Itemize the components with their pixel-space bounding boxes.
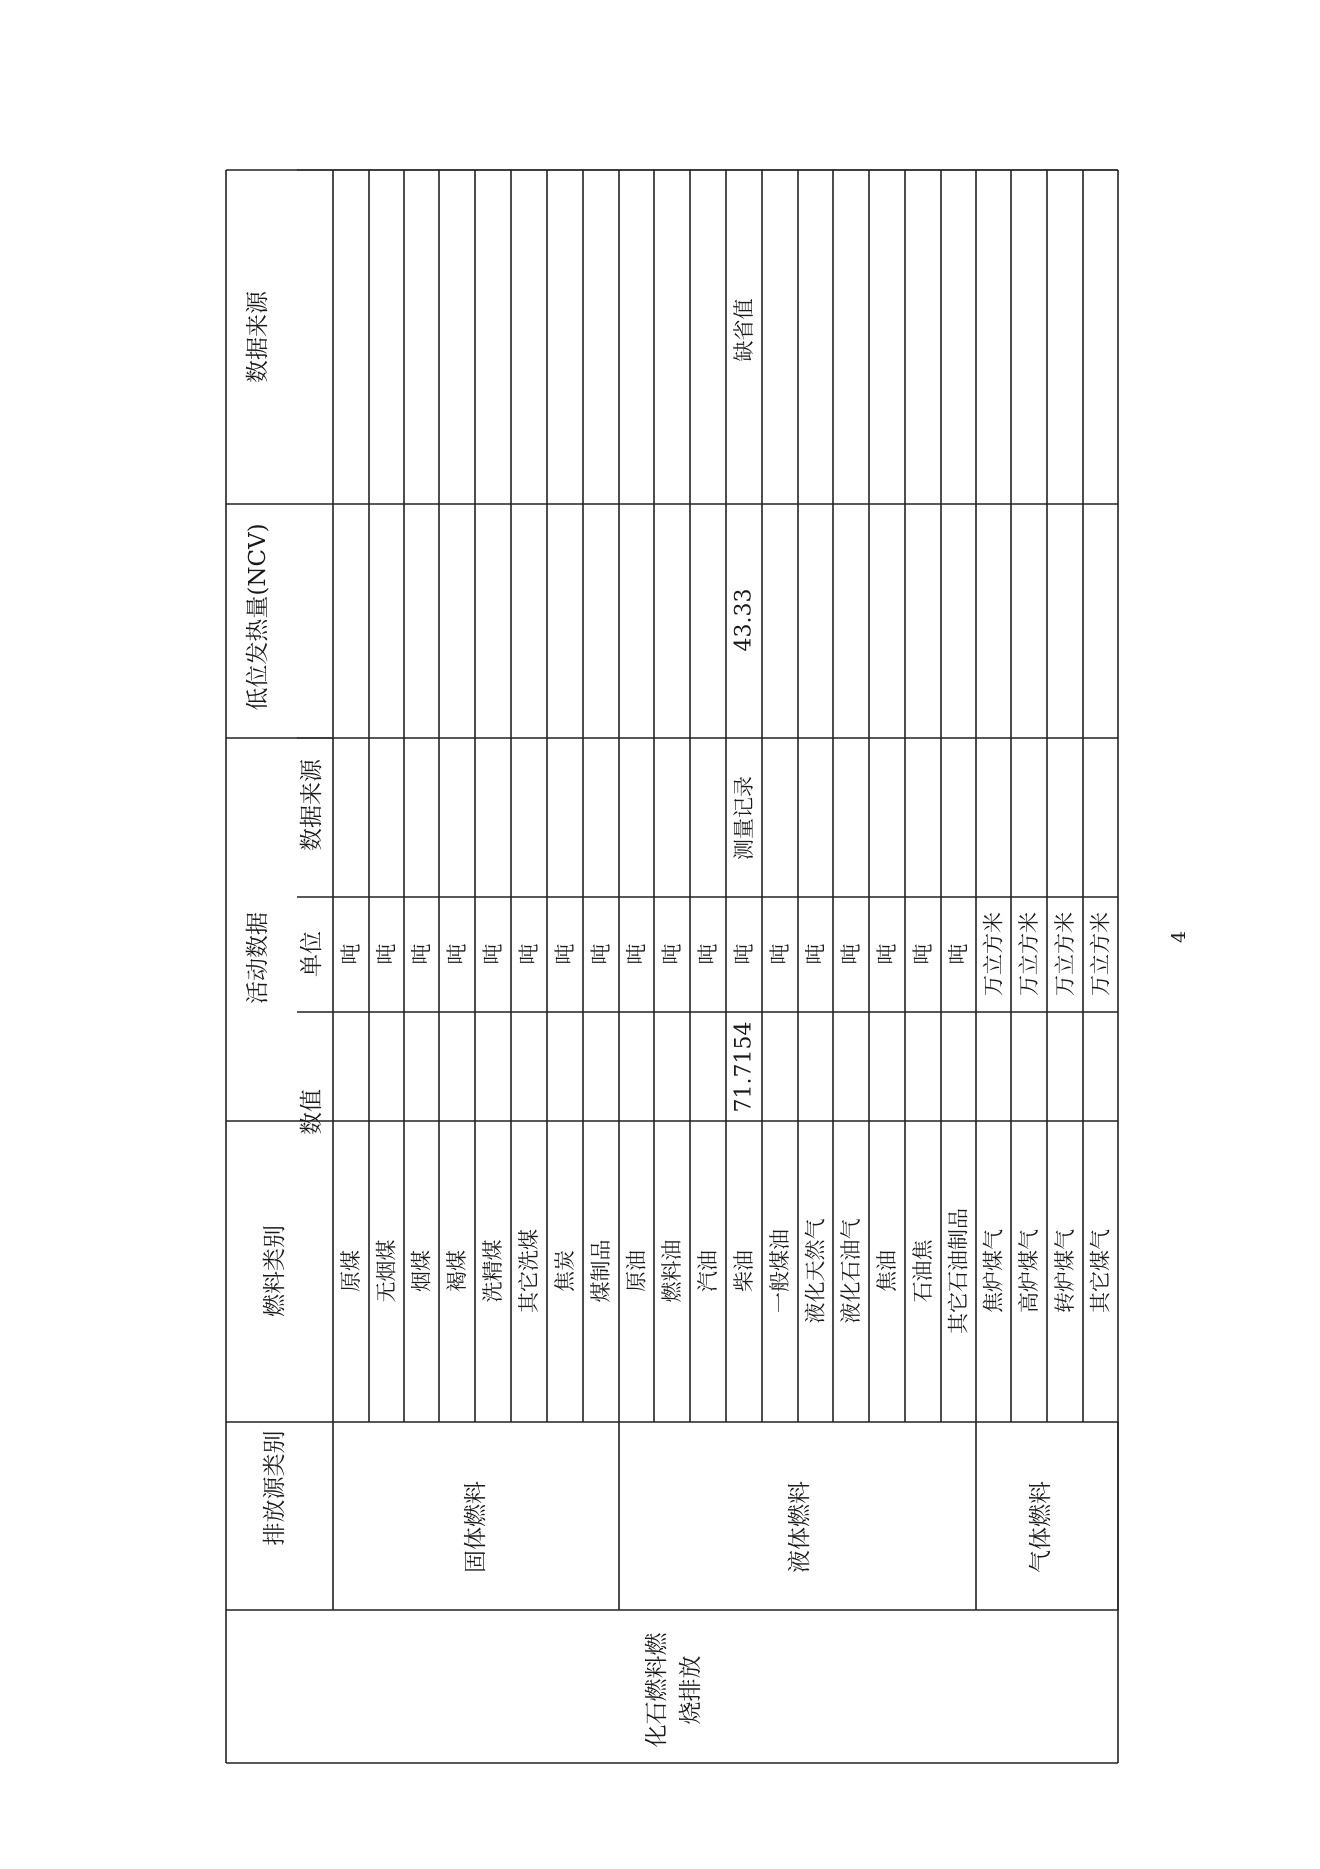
fuel-name-cell: 其它煤气: [1088, 1229, 1113, 1313]
fuel-name-cell: 汽油: [696, 1250, 720, 1292]
unit-cell: 吨: [839, 943, 863, 965]
unit-cell: 吨: [946, 943, 971, 965]
unit-cell: 吨: [911, 943, 935, 965]
main-category-line-1: 化石燃料燃: [644, 1632, 670, 1748]
fuel-name-cell: 转炉煤气: [1053, 1229, 1077, 1313]
page-number: 4: [1168, 930, 1190, 944]
fuel-name-cell: 煤制品: [589, 1239, 613, 1303]
unit-cell: 吨: [660, 943, 684, 965]
ncv-cell: 43.33: [731, 588, 757, 652]
unit-cell: 吨: [732, 943, 756, 965]
unit-cell: 吨: [875, 943, 899, 965]
header-unit: 单位: [299, 931, 325, 977]
unit-cell: 吨: [445, 943, 469, 965]
fuel-name-cell: 无烟煤: [374, 1239, 399, 1303]
unit-cell: 吨: [409, 943, 434, 965]
fuel-name-cell: 烟煤: [409, 1250, 434, 1292]
unit-cell: 万立方米: [1053, 912, 1077, 996]
group-liquid-fuel: 液体燃料: [787, 1481, 813, 1573]
header-ncv: 低位发热量(NCV): [245, 523, 271, 711]
header-value: 数值: [299, 1089, 325, 1135]
unit-cell: 万立方米: [1017, 912, 1041, 996]
fuel-name-cell: 原油: [624, 1250, 649, 1292]
unit-cell: 吨: [517, 943, 541, 965]
fuel-name-cell: 褐煤: [445, 1250, 469, 1292]
data-source-cell: 测量记录: [732, 776, 756, 860]
fuel-name-cell: 焦炭: [553, 1250, 577, 1292]
fuel-name-cell: 液化天然气: [803, 1218, 828, 1324]
unit-cell: 万立方米: [1088, 912, 1113, 996]
fuel-name-cell: 高炉煤气: [1017, 1229, 1041, 1313]
fuel-name-cell: 燃料油: [660, 1239, 684, 1303]
fuel-name-cell: 洗精煤: [481, 1239, 505, 1303]
fuel-name-cell: 原煤: [339, 1250, 363, 1292]
unit-cell: 吨: [374, 943, 399, 965]
header-fuel-category: 燃料类别: [262, 1225, 288, 1317]
unit-cell: 万立方米: [981, 912, 1006, 996]
header-source-category: 排放源类别: [262, 1430, 288, 1546]
fuel-name-cell: 一般煤油: [768, 1229, 792, 1313]
ncv-data-source-cell: 缺省值: [732, 298, 756, 362]
header-data-source: 数据来源: [299, 759, 325, 851]
unit-cell: 吨: [589, 943, 613, 965]
unit-cell: 吨: [553, 943, 577, 965]
unit-cell: 吨: [481, 943, 505, 965]
value-cell: 71.7154: [731, 1021, 757, 1113]
unit-cell: 吨: [803, 943, 828, 965]
unit-cell: 吨: [768, 943, 792, 965]
fuel-name-cell: 焦炉煤气: [981, 1229, 1006, 1313]
fuel-name-cell: 石油焦: [911, 1239, 935, 1303]
header-ncv-data-source: 数据来源: [245, 291, 271, 383]
fuel-name-cell: 其它石油制品: [946, 1208, 971, 1334]
group-gas-fuel: 气体燃料: [1028, 1481, 1054, 1573]
header-activity-data: 活动数据: [245, 912, 271, 1004]
fuel-name-cell: 其它洗煤: [517, 1229, 541, 1313]
unit-cell: 吨: [624, 943, 649, 965]
unit-cell: 吨: [696, 943, 720, 965]
fuel-name-cell: 焦油: [875, 1250, 899, 1292]
unit-cell: 吨: [339, 943, 363, 965]
main-category-line-2: 烧排放: [678, 1655, 704, 1725]
fuel-name-cell: 柴油: [732, 1250, 756, 1292]
fuel-name-cell: 液化石油气: [839, 1218, 863, 1324]
group-solid-fuel: 固体燃料: [463, 1481, 489, 1573]
